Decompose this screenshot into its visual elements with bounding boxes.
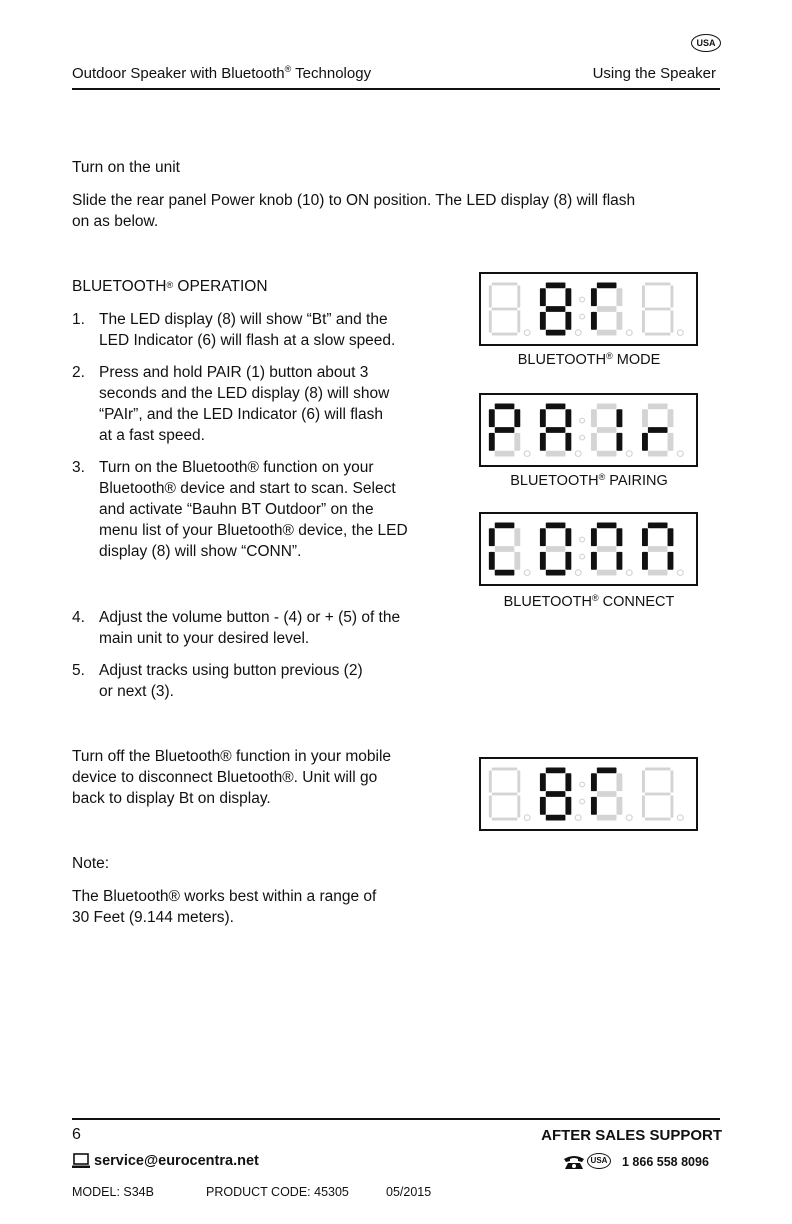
led-segment [597,306,617,312]
led-segment [648,451,668,457]
led-segment [492,793,518,796]
led-segment [565,552,571,570]
caption-bluetooth-connect: BLUETOOTH® CONNECT [503,593,675,610]
led-dot [626,330,632,336]
support-phone: 1 866 558 8096 [622,1155,709,1169]
page-number: 6 [72,1126,81,1143]
led-segment [489,770,492,792]
led-segment [489,409,495,427]
led-segment [489,552,495,570]
led-dot [524,570,530,576]
turn-on-text: Slide the rear panel Power knob (10) to ON position. The LED display (8) will flash on as below. [72,192,636,230]
led-segment [546,546,566,552]
led-dot [524,451,530,457]
led-segment [546,768,566,774]
usa-badge: USA [691,34,721,52]
led-segment [495,427,515,433]
led-segment [597,330,617,336]
led-dot [677,570,683,576]
led-display-bt-return [479,757,698,831]
led-segment [546,404,566,410]
led-segment [495,451,515,457]
led-segment [597,791,617,797]
caption-bluetooth-pairing: BLUETOOTH® PAIRING [510,472,668,489]
led-segment [668,409,674,427]
led-segment [616,433,622,451]
led-segment [540,312,546,330]
led-segment [668,552,674,570]
led-segment [642,310,645,332]
header-right-title: Using the Speaker [592,65,716,82]
operation-heading: BLUETOOTH® OPERATION [72,278,268,295]
led-segment [642,528,648,546]
led-segment [495,546,515,552]
led-segment [670,795,673,817]
led-segment [616,312,622,330]
led-dot [524,815,530,821]
led-segment [540,552,546,570]
led-segment [489,795,492,817]
led-segment [670,310,673,332]
led-segment [492,768,518,771]
led-segment [616,552,622,570]
led-segment [565,773,571,791]
led-segment [597,427,617,433]
led-colon [580,435,585,440]
operation-list-continued [72,607,432,713]
model: MODEL: S34B [72,1185,154,1199]
led-segment [540,773,546,791]
led-segment [517,770,520,792]
operation-list [72,309,432,573]
led-dot [524,330,530,336]
phone-usa-badge: USA [587,1153,611,1169]
product-code: PRODUCT CODE: 45305 [206,1185,349,1199]
led-segment [642,433,648,451]
led-segment [489,310,492,332]
led-segment [565,528,571,546]
led-segment [645,283,671,286]
led-segment [546,523,566,529]
led-dot [575,815,581,821]
led-segment [597,768,617,774]
support-email[interactable]: service@eurocentra.net [94,1153,259,1169]
led-segment [489,528,495,546]
led-segment [616,409,622,427]
led-segment [645,793,671,796]
led-colon [580,537,585,542]
led-segment [648,404,668,410]
led-segment [648,523,668,529]
led-segment [645,333,671,336]
led-segment [591,433,597,451]
footer-rule [72,1118,720,1120]
led-segment [591,409,597,427]
turn-on-heading: Turn on the unit [72,159,180,176]
led-segment [591,288,597,306]
led-display-pair [479,393,698,467]
led-dot [626,815,632,821]
led-segment [540,797,546,815]
led-segment [591,552,597,570]
led-colon [580,799,585,804]
led-segment [514,409,520,427]
led-dot [677,451,683,457]
header-rule [72,88,720,90]
led-segment [492,283,518,286]
led-colon [580,782,585,787]
led-segment [648,546,668,552]
led-segment [517,795,520,817]
led-segment [591,773,597,791]
led-segment [546,427,566,433]
led-segment [645,768,671,771]
led-segment [597,570,617,576]
led-segment [540,433,546,451]
led-segment [492,818,518,821]
after-sales-support: AFTER SALES SUPPORT [541,1127,722,1144]
led-dot [626,570,632,576]
led-dot [575,570,581,576]
led-segment [540,288,546,306]
led-segment [565,433,571,451]
led-dot [575,330,581,336]
led-segment [495,404,515,410]
list-item: 2. Press and hold PAIR (1) button about 3 seconds and the LED display (8) will show “PAIr”, and the LED Indicator (6) will flash at a fast speed. [72,364,390,444]
led-dot [626,451,632,457]
led-segment [514,528,520,546]
led-segment [565,797,571,815]
led-segment [642,409,648,427]
phone-icon [563,1154,585,1170]
led-segment [616,528,622,546]
led-segment [546,791,566,797]
led-segment [565,288,571,306]
led-colon [580,418,585,423]
led-segment [489,433,495,451]
led-segment [591,312,597,330]
led-segment [517,310,520,332]
list-item: 4. Adjust the volume button - (4) or + (5) of the main unit to your desired level. [72,609,401,647]
led-segment [495,570,515,576]
led-segment [645,308,671,311]
led-colon [580,314,585,319]
led-segment [565,409,571,427]
led-segment [642,770,645,792]
led-segment [597,404,617,410]
list-item: 1. The LED display (8) will show “Bt” and the LED Indicator (6) will flash at a slow speed. [72,311,396,349]
led-segment [546,815,566,821]
led-segment [492,308,518,311]
caption-bluetooth-mode: BLUETOOTH® MODE [517,351,661,368]
note-text: The Bluetooth® works best within a range of 30 Feet (9.144 meters). [72,888,377,926]
led-segment [597,523,617,529]
led-segment [616,288,622,306]
led-segment [670,770,673,792]
led-segment [517,285,520,307]
led-segment [670,285,673,307]
led-segment [597,451,617,457]
led-segment [591,797,597,815]
led-segment [495,523,515,529]
led-segment [546,570,566,576]
led-segment [616,773,622,791]
led-segment [514,552,520,570]
led-segment [546,283,566,289]
led-segment [597,546,617,552]
led-segment [648,427,668,433]
led-display-conn [479,512,698,586]
led-colon [580,554,585,559]
led-segment [546,330,566,336]
led-colon [580,297,585,302]
led-segment [489,285,492,307]
list-item: 3. Turn on the Bluetooth® function on your Bluetooth® device and start to scan. Select and activate “Bauhn BT Outdoor” on the menu list of your Bluetooth® device, the LED display (8) will show “CONN”. [72,459,408,560]
date: 05/2015 [386,1185,432,1199]
led-dot [677,330,683,336]
led-segment [546,306,566,312]
led-segment [642,795,645,817]
turn-off-text: Turn off the Bluetooth® function in your mobile device to disconnect Bluetooth®. Unit will go back to display Bt on display. [72,748,392,807]
led-segment [565,312,571,330]
led-segment [597,283,617,289]
led-segment [540,409,546,427]
led-segment [642,552,648,570]
computer-icon [72,1153,90,1169]
led-dot [677,815,683,821]
led-segment [591,528,597,546]
led-segment [668,433,674,451]
led-segment [616,797,622,815]
led-segment [597,815,617,821]
led-dot [575,451,581,457]
led-segment [514,433,520,451]
header-left-title: Outdoor Speaker with Bluetooth® Technology [72,64,372,82]
led-segment [492,333,518,336]
led-segment [645,818,671,821]
note-heading: Note: [72,855,110,872]
led-segment [668,528,674,546]
led-segment [546,451,566,457]
led-display-bt [479,272,698,346]
led-segment [540,528,546,546]
led-segment [642,285,645,307]
led-segment [648,570,668,576]
list-item: 5. Adjust tracks using button previous (2) or next (3). [72,662,363,700]
